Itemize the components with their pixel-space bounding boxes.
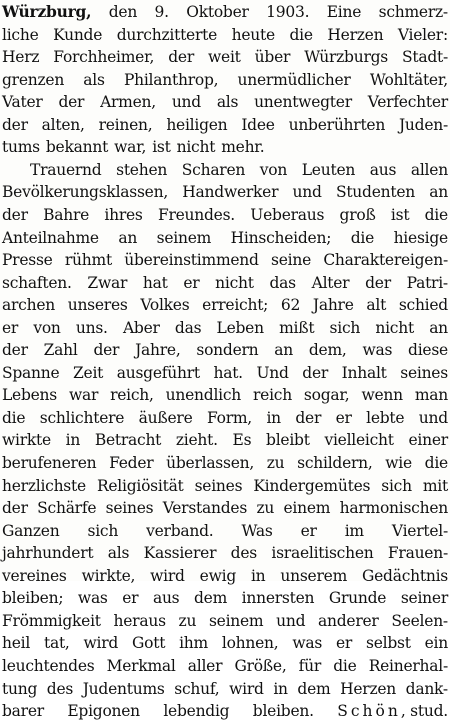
word: an [429, 183, 448, 202]
word: an [429, 318, 448, 337]
word: man [414, 386, 448, 405]
word: sogar, [303, 386, 350, 405]
word: reich, [110, 386, 154, 405]
word: in [266, 408, 281, 427]
word: und [292, 183, 322, 202]
word: der [295, 408, 322, 427]
word: unberührten [288, 115, 386, 134]
text-line [2, 700, 448, 722]
word: Und [256, 363, 289, 382]
word: Herz [2, 48, 40, 67]
word: sich [381, 476, 412, 495]
word: Scharen [181, 160, 246, 179]
word: 1903. [266, 3, 310, 21]
word: Stadt- [402, 48, 448, 67]
word: Studenten [335, 183, 415, 202]
word: Leuten [301, 160, 356, 179]
word: Anteilnahme [2, 228, 99, 247]
word: weit [208, 48, 241, 67]
word: israelitischen [271, 544, 374, 563]
word: Juden- [398, 115, 448, 134]
word: jahrhundert [2, 544, 94, 563]
word: unseres [67, 296, 128, 315]
text-line [2, 272, 448, 294]
text-line [2, 204, 448, 226]
word: Feder [109, 454, 154, 472]
word: Patri- [406, 273, 448, 292]
word: Oktober [186, 3, 249, 21]
word: der [168, 48, 194, 67]
text-line [2, 429, 448, 451]
word: ein [424, 634, 448, 653]
word: in [65, 431, 81, 450]
word: heil [2, 634, 31, 653]
word: Würzburgs [304, 48, 388, 67]
word: verband. [146, 521, 214, 540]
word: der [58, 93, 85, 112]
word: Kunde [53, 25, 103, 44]
word: Herzen [327, 25, 384, 44]
word: Vieler: [397, 25, 448, 44]
text-line [2, 24, 448, 46]
word: Jahre, [135, 341, 181, 360]
word: die [424, 454, 448, 472]
word: sich [329, 318, 361, 337]
word: bleiben; [2, 589, 64, 608]
word: heute [231, 25, 275, 44]
word: an [118, 228, 138, 247]
word: er [2, 318, 19, 337]
word: Handwerker [182, 183, 279, 202]
word: er [122, 589, 139, 608]
word: Charaktereigen- [323, 251, 448, 270]
author-suffix: , stud. [400, 702, 448, 721]
word: mehr. [221, 138, 265, 157]
word: alten, [41, 115, 85, 134]
word: unermüdlicher [237, 70, 351, 89]
text-line [2, 46, 448, 68]
word: liche [2, 25, 39, 44]
word: seinem [156, 228, 212, 247]
word: der [2, 499, 28, 518]
word: lohnen, [221, 634, 279, 653]
text-line [2, 1, 448, 23]
word: er [336, 634, 353, 653]
word: dank- [405, 679, 448, 698]
word: tums [2, 138, 40, 157]
text-line [2, 452, 448, 474]
word: nicht [215, 273, 254, 292]
word: wie [385, 454, 412, 472]
word: grenzen [2, 70, 65, 89]
word: Forchheimer, [53, 48, 155, 67]
word: dem [297, 679, 331, 698]
word: von [259, 160, 288, 179]
word: hiesige [393, 228, 448, 247]
word: einem [283, 499, 331, 518]
word: bleiben. [252, 702, 314, 721]
word: überlassen, [166, 454, 255, 472]
word: schuf, [174, 679, 220, 698]
word: schied [398, 296, 448, 315]
word: uns. [75, 318, 108, 337]
text-line [2, 136, 448, 158]
word: wirkte [2, 431, 51, 450]
word: wirkte, [81, 566, 136, 585]
word: er [300, 521, 317, 540]
word: was [292, 634, 323, 653]
word: mißt [279, 318, 315, 337]
word: Vater [2, 93, 43, 112]
text-line [2, 339, 448, 361]
word: Bahre [43, 205, 90, 224]
word: Schärfe [37, 499, 97, 518]
word: dem, [308, 341, 347, 360]
word: und [418, 408, 448, 427]
word: Spanne [2, 363, 60, 382]
word: nicht [176, 138, 216, 157]
word: ist [390, 205, 410, 224]
word: Bevölkerungsklassen, [2, 183, 169, 202]
word: Betracht [94, 431, 162, 450]
word: war, [114, 138, 147, 157]
word: hat [142, 273, 168, 292]
word: als [107, 544, 130, 563]
word: schmerz- [378, 3, 448, 21]
word: Grunde [328, 589, 387, 608]
text-line [2, 317, 448, 339]
word: Eine [326, 3, 362, 21]
word: Zahl [43, 341, 78, 360]
word: dem [194, 589, 228, 608]
word: der [302, 363, 329, 382]
word: an [274, 341, 293, 360]
text-line [2, 542, 448, 564]
word: Trauernd [30, 160, 102, 179]
text-line [2, 520, 448, 542]
text-line [2, 362, 448, 384]
word: Verstandes [162, 499, 248, 518]
word: heraus [113, 611, 166, 630]
signature-group [337, 700, 448, 722]
text-line [2, 181, 448, 203]
word: in [273, 679, 288, 698]
text-line [2, 249, 448, 271]
word: der [93, 341, 120, 360]
word: barer [2, 702, 44, 721]
word: erreicht; [202, 296, 269, 315]
word: die [350, 228, 375, 247]
word: Alter [311, 273, 350, 292]
text-line [2, 384, 448, 406]
word: wird [229, 679, 264, 698]
word: lebte [366, 408, 405, 427]
word: Presse [2, 251, 53, 270]
word: äußere [138, 408, 193, 427]
word: die [2, 408, 26, 427]
word: 9. [154, 3, 169, 21]
word: Herzen [340, 679, 397, 698]
word: in [250, 566, 266, 585]
word: seines [400, 363, 448, 382]
word: für [298, 656, 322, 675]
word: Frömmigkeit [2, 611, 101, 630]
word: seinem [208, 611, 264, 630]
word: 62 [280, 296, 301, 315]
word: durchzitterte [116, 25, 218, 44]
word: alt [366, 296, 387, 315]
word: nicht [375, 318, 414, 337]
word: Inhalt [341, 363, 387, 382]
word: harmonischen [339, 499, 448, 518]
word: hat. [213, 363, 243, 382]
word: aus [369, 160, 397, 179]
word: Hinscheiden; [230, 228, 332, 247]
word: der [2, 205, 28, 224]
word: was [77, 589, 108, 608]
word: schaften. [2, 273, 72, 292]
text-line [2, 91, 448, 113]
word: mit [422, 476, 448, 495]
word: leuchtendes [2, 656, 95, 675]
word: Ganzen [2, 521, 60, 540]
word: sich [87, 521, 119, 540]
word: Frauen- [387, 544, 448, 563]
word: seines [105, 499, 154, 518]
word: aller [187, 656, 223, 675]
text-line [2, 587, 448, 609]
word: zieht. [175, 431, 218, 450]
word: als [216, 93, 239, 112]
text-line [2, 407, 448, 429]
word: bleibt [266, 431, 310, 450]
word: rühmt [64, 251, 112, 270]
word: berufeneren [2, 454, 97, 472]
word: Verfechter [367, 93, 448, 112]
word: der [365, 273, 391, 292]
word: Judentums [82, 679, 165, 698]
word: wenn [361, 386, 403, 405]
word: er [335, 408, 352, 427]
word: Reinerhal- [368, 656, 448, 675]
text-line [2, 227, 448, 249]
word: unentwegter [254, 93, 352, 112]
word: das [269, 273, 296, 292]
word: die [424, 205, 448, 224]
word: Seelen- [391, 611, 448, 630]
text-line [2, 114, 448, 136]
word: ausgeführt [116, 363, 200, 382]
word: und [171, 93, 201, 112]
word: ihm [179, 634, 208, 653]
word: tat, [43, 634, 70, 653]
word: stehen [116, 160, 168, 179]
text-line [2, 69, 448, 91]
word: anderer [318, 611, 379, 630]
word: den [108, 3, 138, 21]
word: Jahre [312, 296, 354, 315]
word: ist [152, 138, 171, 157]
author-signature: Schön [337, 702, 401, 721]
word: Viertel- [391, 521, 448, 540]
word: der [2, 115, 28, 134]
word: von [33, 318, 61, 337]
word: reich [253, 386, 292, 405]
word: unendlich [165, 386, 242, 405]
text-line [2, 678, 448, 700]
word: seines [194, 476, 243, 495]
word: selbst [366, 634, 411, 653]
word: innersten [241, 589, 315, 608]
cut-off-next-line [0, 571, 450, 581]
word: Form, [206, 408, 252, 427]
word: Armen, [100, 93, 156, 112]
word: vielleicht [324, 431, 394, 450]
word: zu [178, 611, 197, 630]
word: zu [266, 454, 285, 472]
word: archen [2, 296, 55, 315]
word: er [183, 273, 200, 292]
word: was [362, 341, 393, 360]
word: ihres [104, 205, 143, 224]
text-line [2, 294, 448, 316]
word: aus [152, 589, 180, 608]
word: Gedächtnis [361, 566, 448, 585]
word: Philanthrop, [123, 70, 219, 89]
word: Volkes [140, 296, 190, 315]
text-line [2, 497, 448, 519]
text-line [2, 632, 448, 654]
word: seine [271, 251, 312, 270]
text-line [30, 159, 448, 181]
word: Idee [241, 115, 275, 134]
word: die [333, 656, 357, 675]
word: Kassierer [143, 544, 217, 563]
word: Religiösität [96, 476, 184, 495]
word: herzlichste [2, 476, 86, 495]
word: zu [256, 499, 275, 518]
word: heiligen [166, 115, 228, 134]
word: übereinstimmend [124, 251, 259, 270]
word: war [68, 386, 99, 405]
word: das [174, 318, 202, 337]
word: Merkmal [106, 656, 176, 675]
word: Leben [216, 318, 264, 337]
text-line [2, 655, 448, 677]
word: ewig [199, 566, 236, 585]
word: Was [241, 521, 273, 540]
word: schildern, [297, 454, 373, 472]
word: schlichtere [39, 408, 125, 427]
word: tung [2, 679, 38, 698]
word: wird [83, 634, 119, 653]
word: über [254, 48, 291, 67]
word: Aber [122, 318, 160, 337]
word: einer [408, 431, 448, 450]
word: Größe, [234, 656, 287, 675]
word: Freundes. [157, 205, 235, 224]
text-line [2, 610, 448, 632]
word: die [289, 25, 313, 44]
word: Es [232, 431, 252, 450]
word: allen [410, 160, 448, 179]
word: Gott [132, 634, 166, 653]
word: Zeit [73, 363, 104, 382]
word: Kindergemütes [253, 476, 371, 495]
word: unserem [280, 566, 348, 585]
word: diese [408, 341, 448, 360]
word: wird [150, 566, 185, 585]
word: seiner [400, 589, 448, 608]
word: Zwar [87, 273, 128, 292]
word: im [344, 521, 364, 540]
word: der [2, 341, 28, 360]
word: Wohltäter, [369, 70, 448, 89]
word: sondern [196, 341, 259, 360]
word: groß [339, 205, 376, 224]
word: Ueberaus [250, 205, 325, 224]
word: des [46, 679, 74, 698]
word: lebendig [163, 702, 230, 721]
word: als [83, 70, 105, 89]
word: reinen, [98, 115, 153, 134]
word: und [276, 611, 306, 630]
word: vereines [2, 566, 67, 585]
word: Würzburg, [2, 2, 92, 21]
word: Lebens [2, 386, 57, 405]
text-line [2, 475, 448, 497]
word: Epigonen [67, 702, 140, 721]
word: des [230, 544, 257, 563]
word: bekannt [45, 138, 109, 157]
